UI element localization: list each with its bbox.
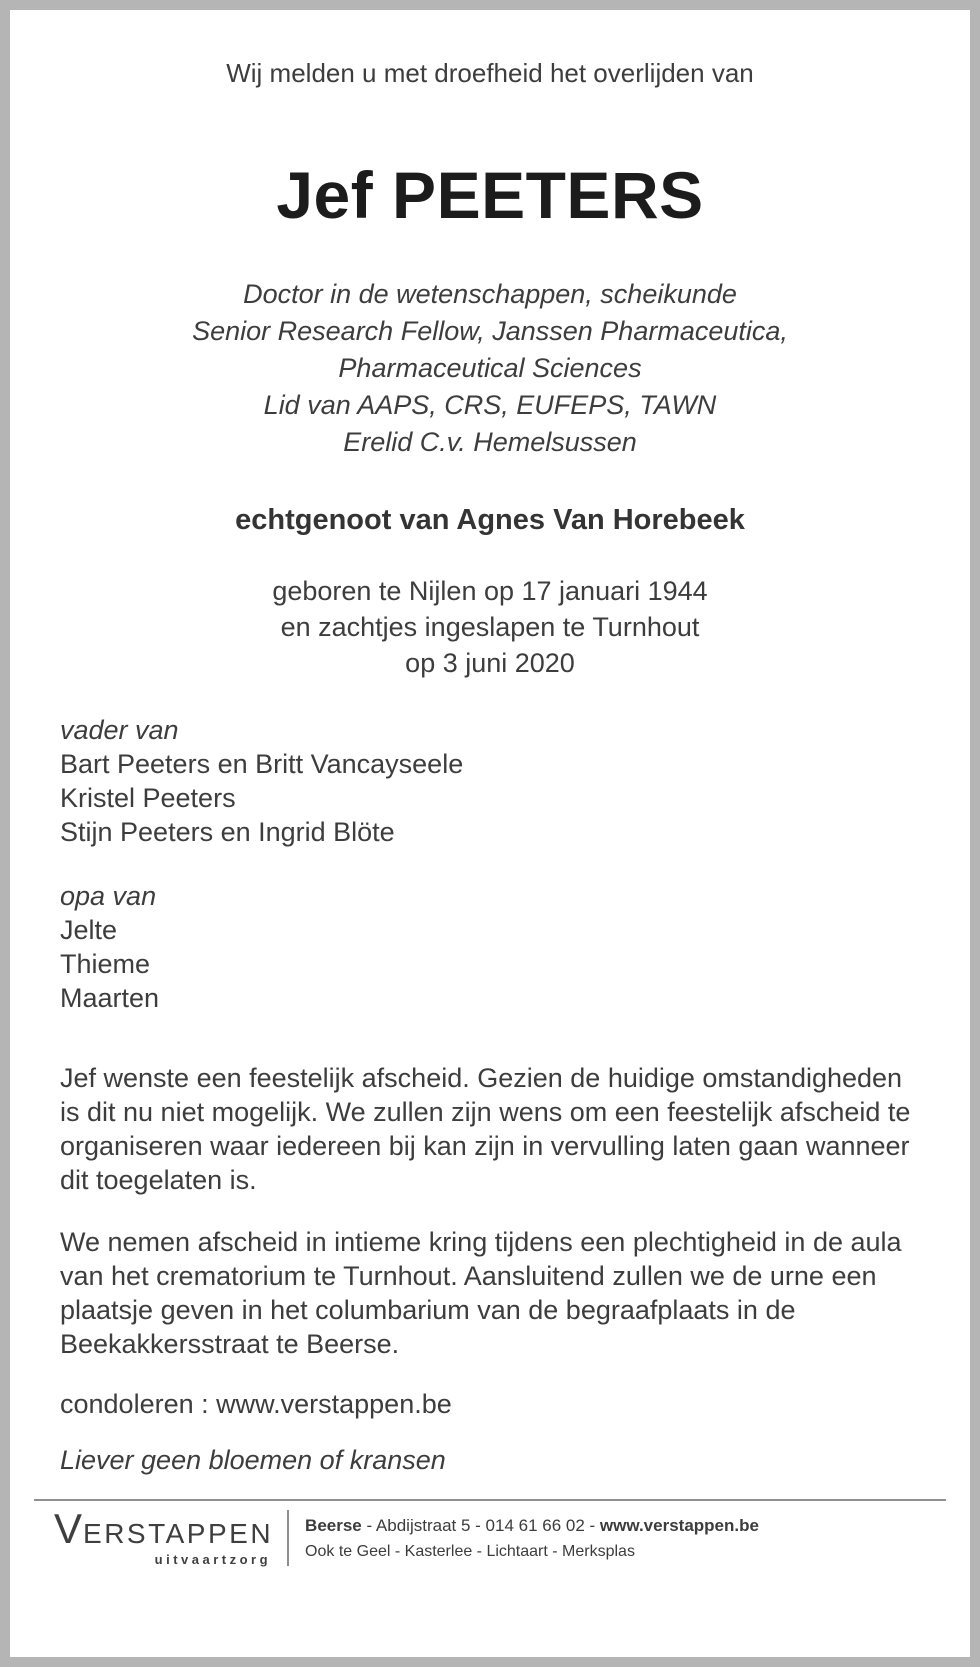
grandfather-of-label: opa van <box>60 881 157 911</box>
ceremony-paragraph: We nemen afscheid in intieme kring tijdens een plechtigheid in de aula van het crematorium te Turnhout. Aansluitend zullen we de urne een plaatsje geven in het columbarium van de begraafplaats in de Beekakkersstraat te Beerse. <box>60 1227 902 1359</box>
condolences-line: condoleren : www.verstappen.be <box>60 1389 452 1419</box>
footer-body <box>10 1501 970 1567</box>
grandchild-line: Jelte <box>60 915 118 945</box>
grandchild-line: Maarten <box>60 983 160 1013</box>
grandchild-line: Thieme <box>60 949 151 979</box>
wordmark-initial: V <box>54 1505 84 1552</box>
farewell-wish-paragraph: Jef wenste een feestelijk afscheid. Gezien de huidige omstandigheden is dit nu niet mogelijk. We zullen zijn wens om een feestelijk afscheid te organiseren waar iedereen bij kan zijn in vervulling laten gaan wanneer dit toegelaten is. <box>60 1063 911 1195</box>
footer-vertical-divider <box>287 1510 289 1566</box>
title-line: Senior Research Fellow, Janssen Pharmaceutica, <box>192 316 788 346</box>
announcement-content <box>10 10 970 1477</box>
logo-subtitle: uitvaartzorg <box>154 1552 272 1567</box>
wordmark-rest: ERSTAPPEN <box>83 1518 274 1549</box>
no-flowers-line: Liever geen bloemen of kransen <box>60 1445 446 1475</box>
title-line: Erelid C.v. Hemelsussen <box>343 427 637 457</box>
deceased-name: Jef PEETERS <box>276 158 704 232</box>
child-line: Bart Peeters en Britt Vancayseele <box>60 749 464 779</box>
birth-death-block <box>60 573 920 681</box>
intro-line: Wij melden u met droefheid het overlijden van <box>226 58 754 88</box>
death-place-line: en zachtjes ingeslapen te Turnhout <box>280 612 700 642</box>
footer-address-block <box>305 1512 759 1564</box>
titles-block <box>60 276 920 461</box>
children-section <box>60 713 920 849</box>
funeral-home-footer <box>10 1499 970 1567</box>
father-of-label: vader van <box>60 715 179 745</box>
spouse-line: echtgenoot van Agnes Van Horebeek <box>235 504 745 536</box>
title-line: Lid van AAPS, CRS, EUFEPS, TAWN <box>263 390 717 420</box>
title-line: Doctor in de wetenschappen, scheikunde <box>243 279 737 309</box>
title-line: Pharmaceutical Sciences <box>338 353 642 383</box>
child-line: Kristel Peeters <box>60 783 236 813</box>
address-middle: - Abdijstraat 5 - 014 61 66 02 - <box>361 1516 600 1535</box>
address-website: www.verstappen.be <box>599 1516 759 1535</box>
child-line: Stijn Peeters en Ingrid Blöte <box>60 817 395 847</box>
birth-line: geboren te Nijlen op 17 januari 1944 <box>272 576 708 606</box>
death-date-line: op 3 juni 2020 <box>405 648 575 678</box>
address-line-1 <box>305 1512 759 1539</box>
address-line-2: Ook te Geel - Kasterlee - Lichtaart - Merksplas <box>305 1543 635 1560</box>
grandchildren-section <box>60 879 920 1015</box>
address-city: Beerse <box>305 1516 362 1535</box>
verstappen-logo <box>54 1505 274 1567</box>
verstappen-wordmark <box>54 1505 274 1552</box>
